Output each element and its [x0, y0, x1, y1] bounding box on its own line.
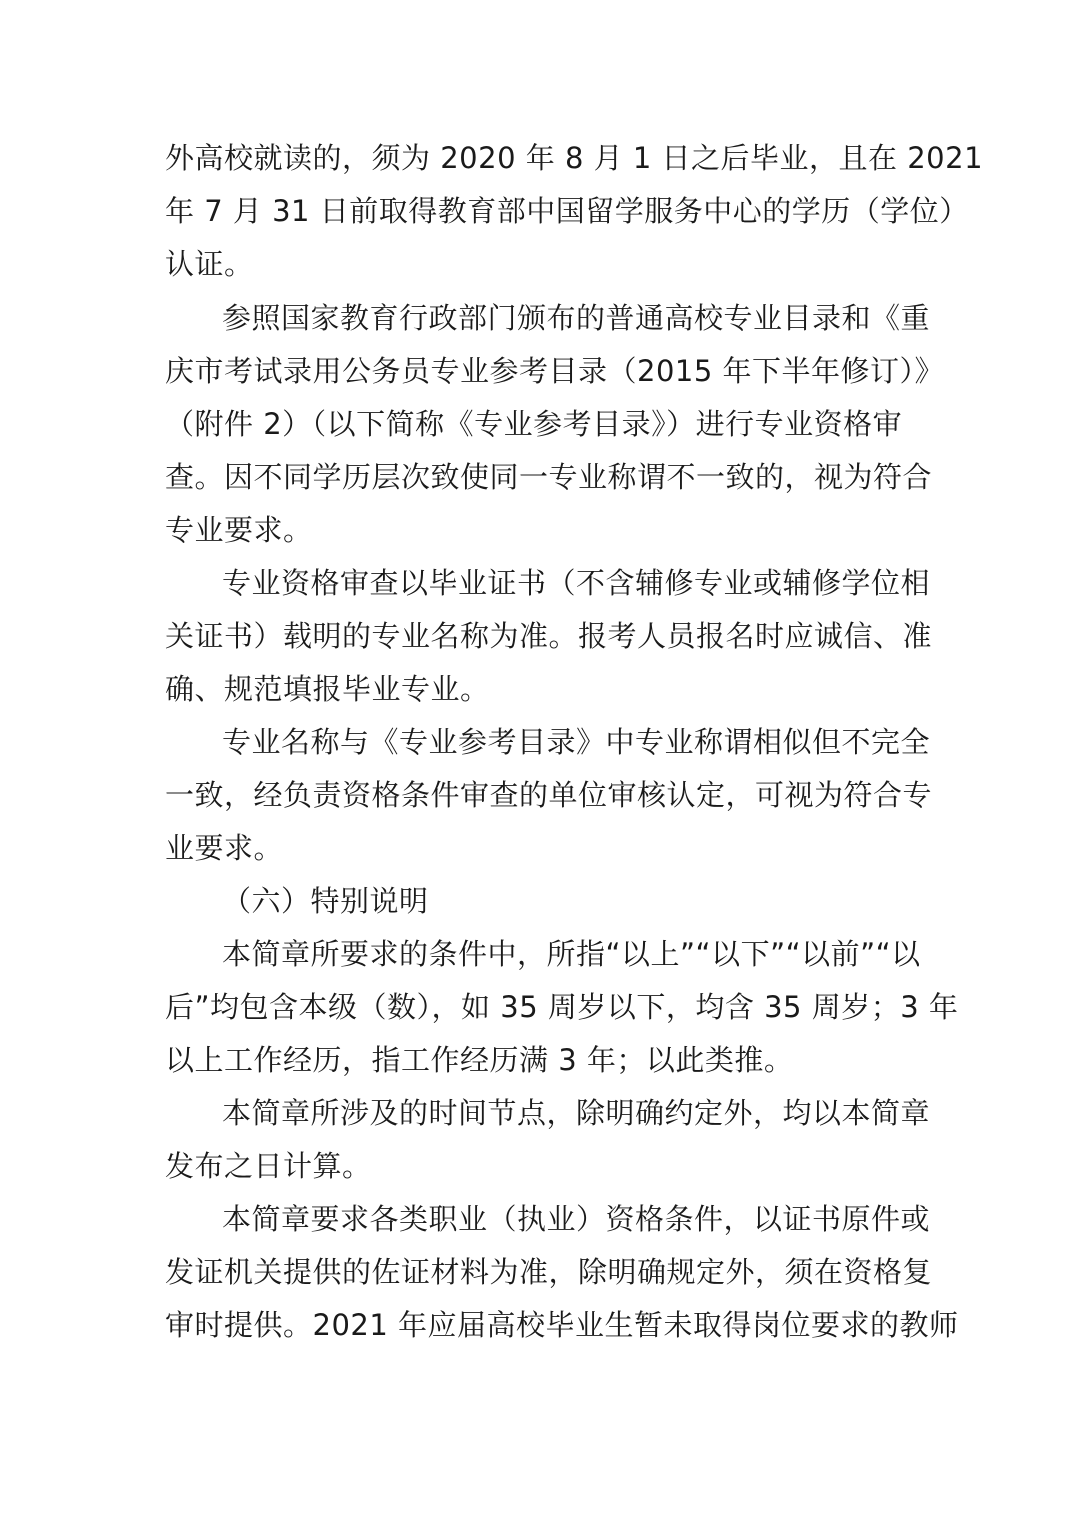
- text-line: 认证。: [165, 247, 254, 281]
- paragraph-first-line: 专业资格审查以毕业证书（不含辅修专业或辅修学位相: [222, 566, 931, 600]
- text-line: 专业要求。: [165, 513, 313, 547]
- paragraph-first-line: 专业名称与《专业参考目录》中专业称谓相似但不完全: [222, 725, 931, 759]
- text-line: 发证机关提供的佐证材料为准，除明确规定外，须在资格复: [165, 1255, 933, 1289]
- text-line: 查。因不同学历层次致使同一专业称谓不一致的，视为符合: [165, 460, 933, 494]
- text-line: 以上工作经历，指工作经历满 3 年；以此类推。: [165, 1043, 794, 1077]
- text-line: 业要求。: [165, 831, 284, 865]
- text-line: 年 7 月 31 日前取得教育部中国留学服务中心的学历（学位）: [165, 194, 969, 228]
- paragraph-first-line: 本简章要求各类职业（执业）资格条件，以证书原件或: [222, 1202, 931, 1236]
- section-heading: （六）特别说明: [222, 884, 429, 918]
- paragraph-first-line: 参照国家教育行政部门颁布的普通高校专业目录和《重: [222, 301, 931, 335]
- text-line: 后”均包含本级（数），如 35 周岁以下，均含 35 周岁；3 年: [165, 990, 959, 1024]
- text-line: 确、规范填报毕业专业。: [165, 672, 490, 706]
- paragraph-first-line: 本简章所涉及的时间节点，除明确约定外，均以本简章: [222, 1096, 931, 1130]
- text-line: 庆市考试录用公务员专业参考目录（2015 年下半年修订）》: [165, 354, 945, 388]
- text-line: 关证书）载明的专业名称为准。报考人员报名时应诚信、准: [165, 619, 933, 653]
- text-line: 审时提供。2021 年应届高校毕业生暂未取得岗位要求的教师: [165, 1308, 959, 1342]
- text-line: （附件 2）（以下简称《专业参考目录》）进行专业资格审: [165, 407, 903, 441]
- text-line: 一致，经负责资格条件审查的单位审核认定，可视为符合专: [165, 778, 933, 812]
- paragraph-first-line: 本简章所要求的条件中，所指“以上”“以下”“以前”“以: [222, 937, 921, 971]
- text-line: 发布之日计算。: [165, 1149, 372, 1183]
- text-line: 外高校就读的，须为 2020 年 8 月 1 日之后毕业，且在 2021: [165, 141, 984, 175]
